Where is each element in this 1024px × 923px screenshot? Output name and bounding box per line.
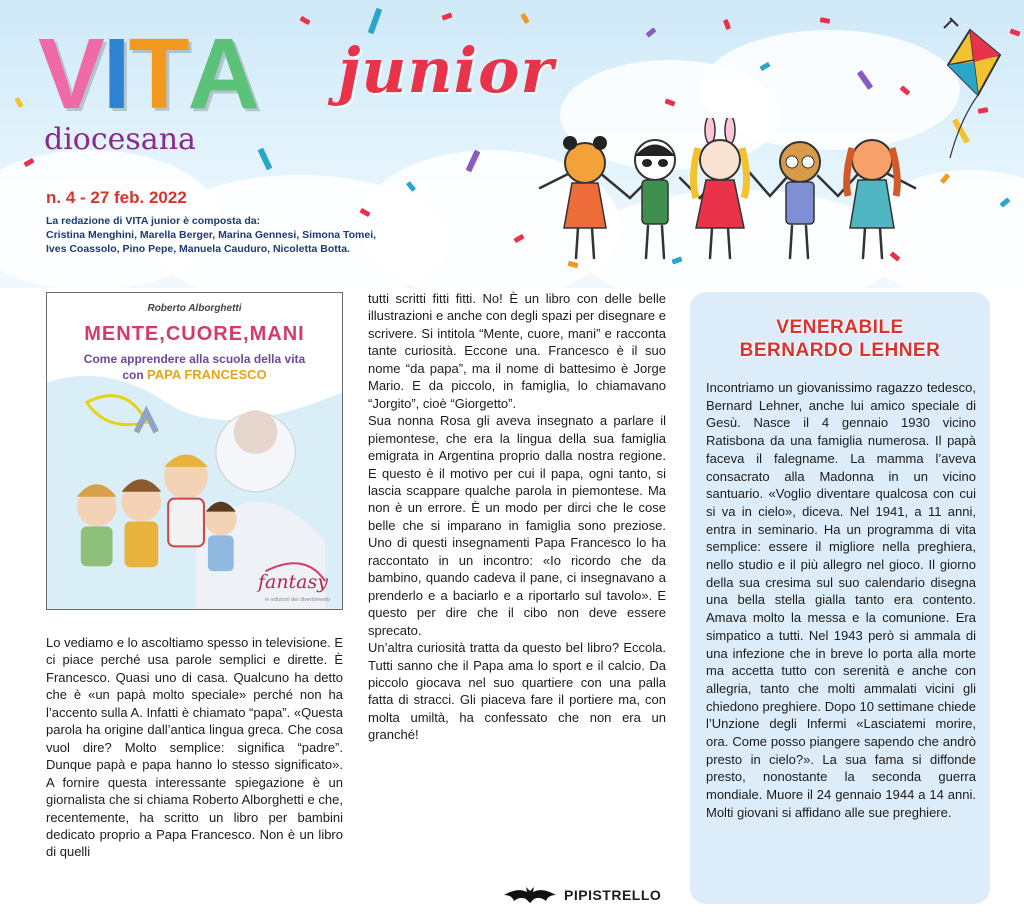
vita-junior-logo [38,18,555,157]
book-subtitle-con: con [122,368,144,382]
book-subtitle: Come apprendere alla scuola della vita [83,352,306,366]
signature-name: PIPISTRELLO [564,887,662,903]
confetti [258,148,273,170]
confetti [1009,28,1020,36]
confetti [820,17,831,24]
issue-number: n. 4 - 27 feb. 2022 [46,188,187,207]
staff-line: Cristina Menghini, Marella Berger, Marina Gennesi, Simona Tomei, [46,229,377,241]
kite-illustration [930,10,1010,160]
sidebar-title-line: BERNARDO LEHNER [739,340,941,361]
staff-line: La redazione di VITA junior è composta da: [46,215,261,227]
confetti [520,13,529,24]
article-paragraph: tutti scritti fitti fitti. No! È un libro con delle belle illustrazioni e anche con degli spazi per disegnare e scrivere. Si intitola “Mente, cuore, mani” e racconta tante curiosità. Eccone una. Francesco è il suo nome “da papa”, ma il nome di battesimo è Jorge Mario. E da piccolo, in famiglia, lo chiamavano “Jorgito”, cioè “Giorgetto”. [368,291,666,411]
logo-letter: A [187,18,258,130]
confetti [14,97,23,108]
article-paragraph: Un’altra curiosità tratta da questo bel libro? Eccola. Tutti sanno che il Papa ama lo sport e il calcio. Da piccolo giocava nel suo quartiere con una palla fatta di stracci. Gli piaceva fare il portiere ma, con molta umiltà, ha confessato che non era un granché! [368,640,666,743]
sidebar-box [690,292,990,904]
article-column-1 [46,634,343,861]
article-paragraph: Lo vediamo e lo ascoltiamo spesso in televisione. E ci piace perché usa parole semplici e dirette. È Francesco. Quasi uno di casa. Qualcuno ha detto che è «un papà molto speciale» perché non ha l’accento sulla A. Infatti è chiamato “papa”. «Questa parola ha origine dall’antica lingua greca. Che cosa vuol dire? Molto semplice: significa “padre”. Dunque papà e papa hanno lo stesso significato». A fornire questa interessante spiegazione è un giornalista che si chiama Roberto Alborghetti e che, recentemente, ha scritto un libro per bambini dedicato proprio a Papa Francesco. Non è un libro di quelli [46,635,344,860]
editorial-staff [46,214,376,256]
logo-diocesana: diocesana [44,122,196,157]
sidebar-title [690,316,990,362]
logo-vita [38,18,258,130]
article-column-2 [368,290,666,744]
author-signature [502,885,661,905]
sidebar-title-line: VENERABILE [776,317,904,338]
children-illustration [530,118,930,268]
publisher-tagline: le edizioni del divertimento [265,597,330,603]
sidebar-text [706,379,976,822]
book-subtitle-block [47,351,342,383]
bat-icon [502,885,558,905]
book-author: Roberto Alborghetti [147,303,242,314]
confetti [299,16,310,25]
logo-letter: I [102,18,129,130]
publisher-logo: fantasy [257,571,328,593]
sidebar-paragraph: Incontriamo un giovanissimo ragazzo tedesco, Bernard Lehner, anche lui amico speciale di Gesù. Nasce il 4 gennaio 1930 vicino Ratisbona da una famiglia numerosa. Il papà faceva il falegname. La mamma l’aveva consacrato alla Madonna in un vicino santuario. «Voglio diventare qualcosa con cui si va in cielo», diceva. Nel 1941, a 11 anni, entra in seminario. Ha un programma di vita semplice: essere il migliore nella preghiera, nello studio e il più allegro nel gioco. Il giorno della sua cresima sul suo calendario disegna una bella stella gialla tanto era contento. Amava molto la messa e la comunione. Era simpatico a tutti. Nel 1943 però si ammala di una infezione che in breve lo porta alla morte ma accetta tutto con serenità e anche con allegria, tanto che molti ammalati vicini gli chiedono preghiere. Dopo 10 settimane chiede l’Unzione degli Infermi «Lasciatemi morire, ora. Come posso piangere sapendo che andrò presto in cielo?». La sua fama si diffonde presto, nonostante la seconda guerra mondiale. Muore il 24 gennaio 1944 a 14 anni. Molti giovani si affidano alle sue preghiere. [706,380,976,820]
confetti [646,27,657,37]
logo-letter: T [128,18,188,130]
confetti [368,8,383,34]
book-subtitle-papa-line [47,367,342,383]
confetti [723,19,731,30]
article-paragraph: Sua nonna Rosa gli aveva insegnato a parlare il piemontese, che era la lingua della sua famiglia emigrata in Argentina proprio dalla nostra regione. E questo è il motivo per cui il papa, ogni tanto, si lascia scappare qualche parola in piemontese. Ma non è un errore. È un modo per dirci che le cose belle che si imparano in famiglia sono preziose. Uno di questi insegnamenti Papa Francesco lo ha raccontato in un incontro: «Io ricordo che da bambino, quando cadeva il pane, ci insegnavano a prenderlo e a baciarlo e a riportarlo sul tavolo». E questo per dire che il cibo non deve essere sprecato. [368,413,666,638]
header-banner [0,0,1024,288]
confetti [441,12,452,20]
book-title: MENTE,CUORE,MANI [84,323,305,345]
book-subtitle-papa: PAPA FRANCESCO [147,367,267,382]
logo-letter: V [38,18,103,130]
staff-line: Ives Coassolo, Pino Pepe, Manuela Cauduro, Nicoletta Botta. [46,243,350,255]
logo-junior: junior [338,34,555,107]
book-cover [46,292,343,610]
